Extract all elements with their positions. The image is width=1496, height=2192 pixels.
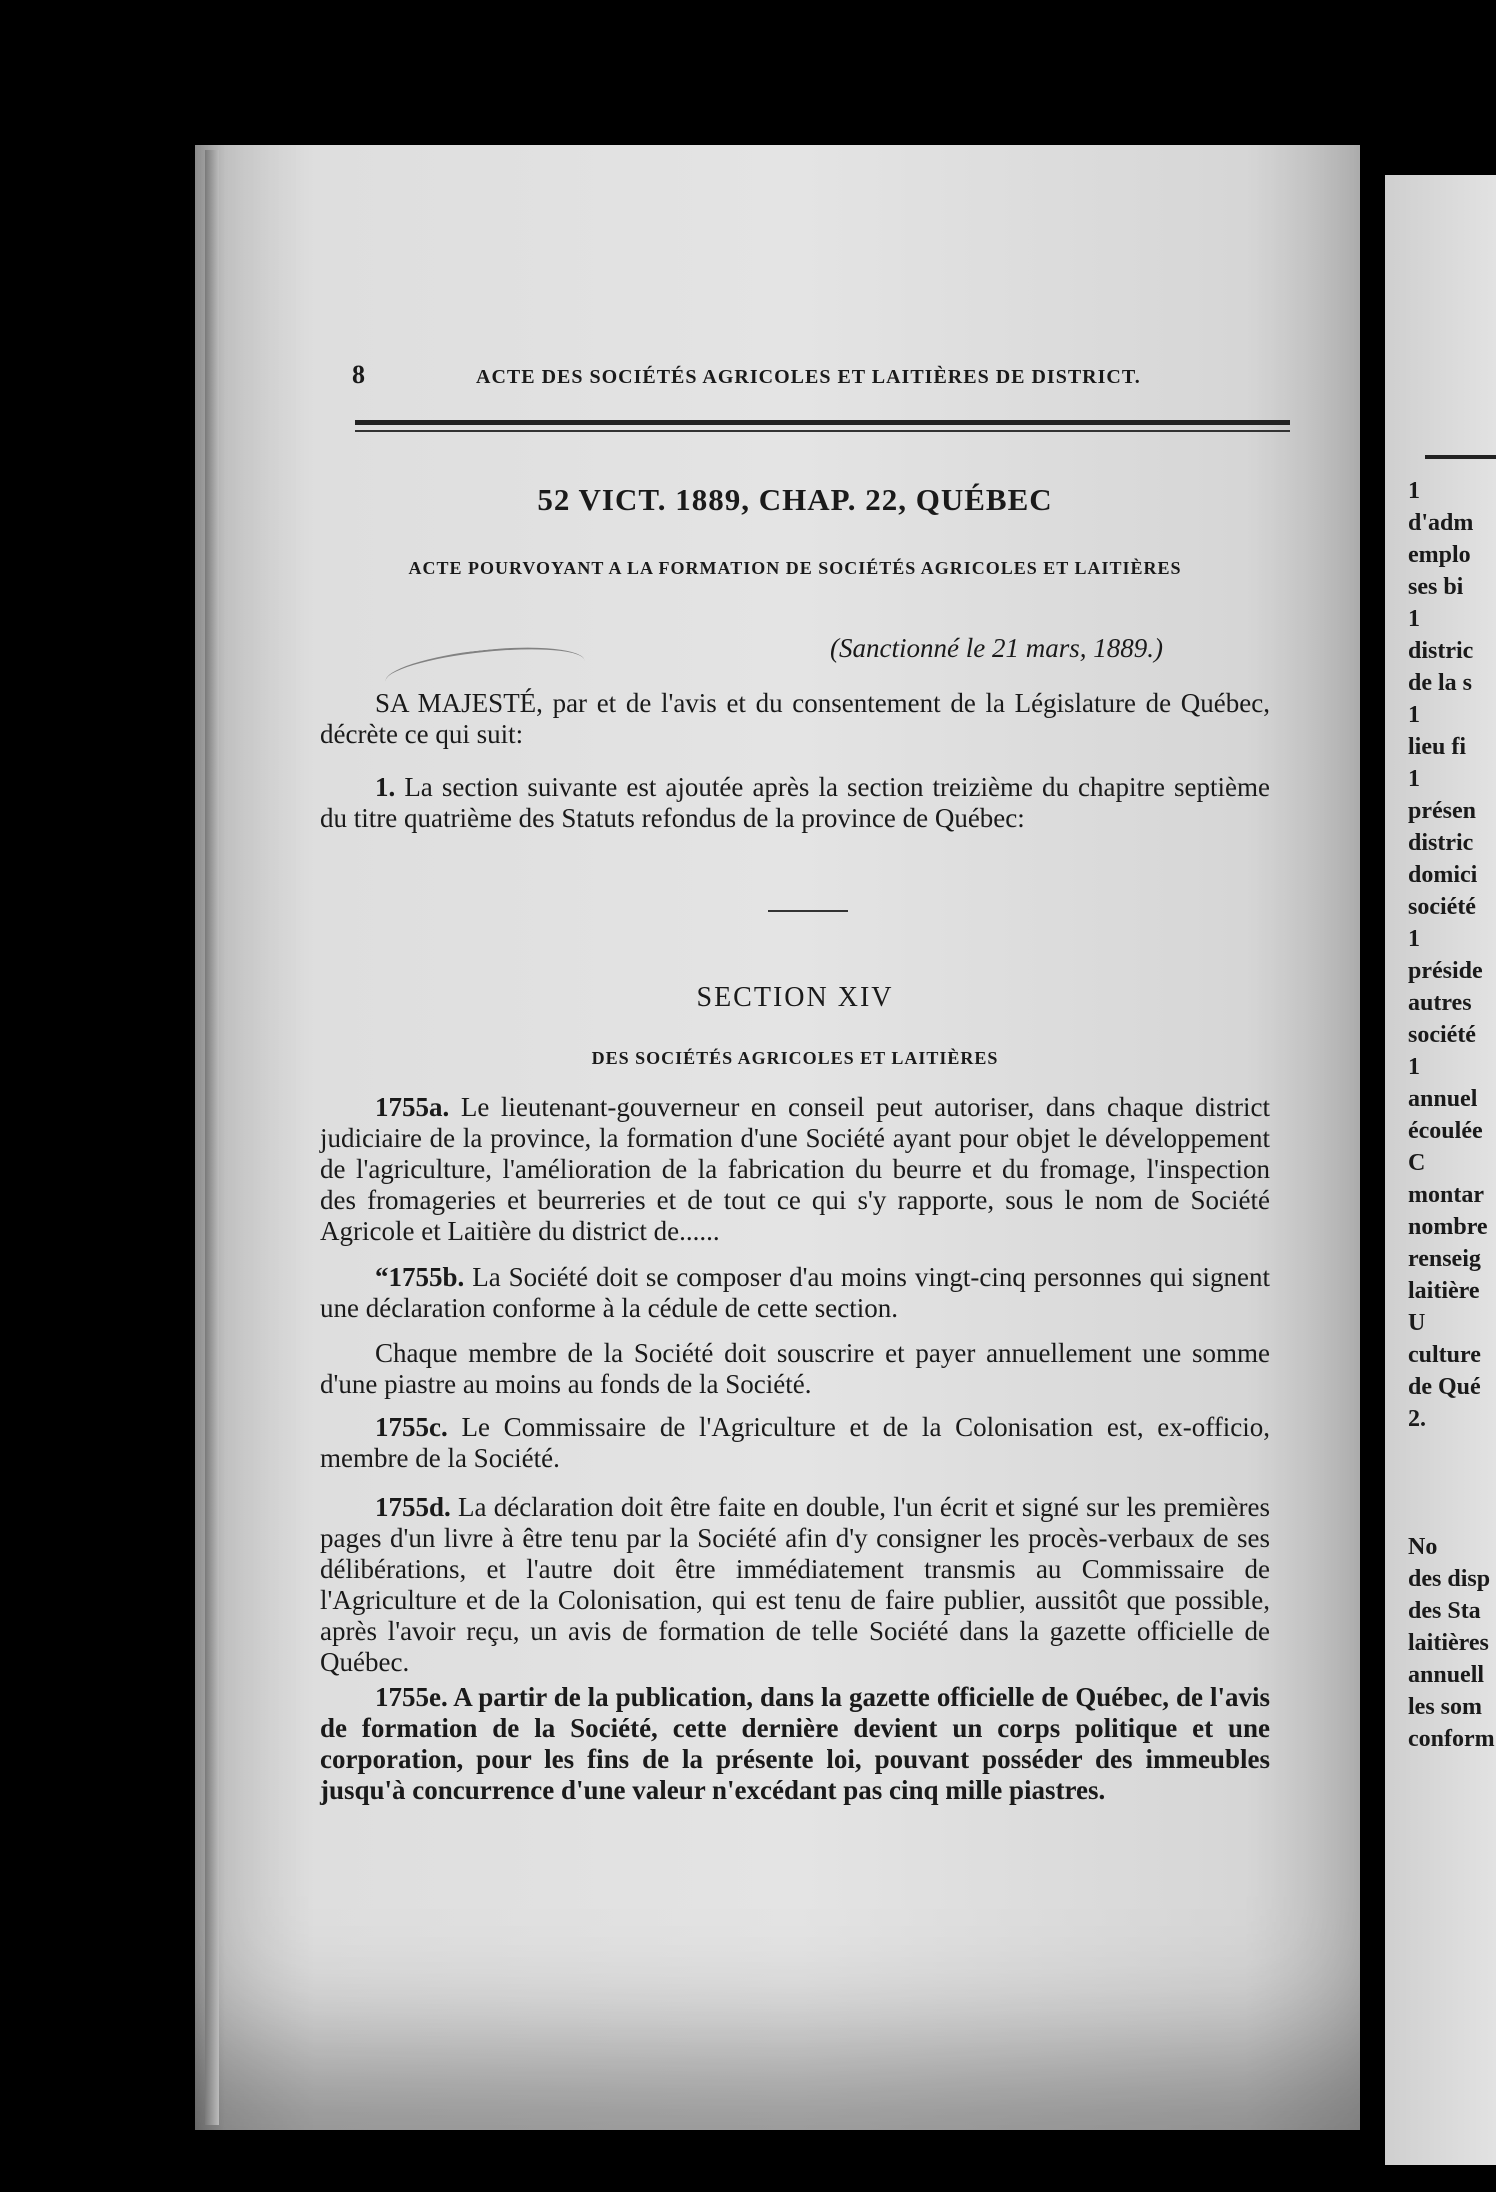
- header-rule-thin: [355, 430, 1290, 432]
- adjacent-page-line: autres: [1408, 990, 1472, 1016]
- adjacent-page-line: U: [1408, 1310, 1426, 1336]
- adjacent-page-line: emplo: [1408, 542, 1471, 568]
- adjacent-page-line: les som: [1408, 1694, 1482, 1720]
- adjacent-page-line: distric: [1408, 638, 1474, 664]
- running-head: [352, 360, 1292, 400]
- adjacent-page-line: 2.: [1408, 1406, 1426, 1432]
- adjacent-page-line: No: [1408, 1534, 1438, 1560]
- section-title: SECTION XIV: [696, 982, 894, 1013]
- article-text: A partir de la publication, dans la gazette officielle de Québec, de l'avis de formation de la Société, cette dernière devient un corps politique et une corporation, pour les fins de la présente loi, pouvant posséder des immeubles jusqu'à concurrence d'une valeur n'excédant pas cinq mille piastres.: [320, 1682, 1270, 1805]
- adjacent-page-line: [1408, 1499, 1496, 1531]
- adjacent-page-line: [1408, 1435, 1496, 1467]
- article-number: 1755d.: [375, 1492, 451, 1522]
- adjacent-page-text: [1408, 475, 1496, 1755]
- section-divider: [768, 910, 848, 912]
- header-rule-thick: [355, 420, 1290, 425]
- sanction-date: (Sanctionné le 21 mars, 1889.): [830, 633, 1163, 663]
- article-text: La Société doit se composer d'au moins vingt-cinq personnes qui signent une déclaration conforme à la cédule de cette section.: [320, 1262, 1271, 1323]
- article-1755b-paragraph-2: [320, 1338, 1270, 1400]
- running-title: ACTE DES SOCIÉTÉS AGRICOLES ET LAITIÈRES DE DISTRICT.: [476, 366, 1141, 388]
- article-number: 1755c.: [375, 1412, 448, 1442]
- adjacent-page-line: [1408, 1467, 1496, 1499]
- article-1755e: [320, 1682, 1270, 1806]
- adjacent-page-line: ses bi: [1408, 574, 1464, 600]
- section-subtitle: DES SOCIÉTÉS AGRICOLES ET LAITIÈRES: [591, 1048, 999, 1068]
- adjacent-page-line: 1: [1408, 766, 1420, 792]
- adjacent-page-line: 1: [1408, 478, 1420, 504]
- adjacent-page-line: domici: [1408, 862, 1478, 888]
- adjacent-page-line: nombre: [1408, 1214, 1488, 1240]
- adjacent-page-line: de la s: [1408, 670, 1473, 696]
- act-heading: 52 VICT. 1889, CHAP. 22, QUÉBEC: [537, 482, 1053, 517]
- adjacent-page-line: laitières: [1408, 1630, 1489, 1656]
- adjacent-page-line: des disp: [1408, 1566, 1491, 1592]
- adjacent-page-line: de Qué: [1408, 1374, 1481, 1400]
- adjacent-page-line: renseig: [1408, 1246, 1481, 1272]
- preamble: SA MAJESTÉ, par et de l'avis et du consentement de la Législature de Québec, décrète ce qui suit:: [320, 688, 1270, 749]
- adjacent-page-line: 1: [1408, 606, 1420, 632]
- article-text: Le lieutenant-gouverneur en conseil peut autoriser, dans chaque district judiciaire de la province, la formation d'une Société ayant pour objet le développement de l'agriculture, l'amélioration de la fabrication du beurre et du fromage, l'inspection des fromageries et beurreries et de tout ce qui s'y rapporte, sous le nom de Société Agricole et Laitière du district de......: [320, 1092, 1271, 1246]
- adjacent-page-line: conform: [1408, 1726, 1495, 1752]
- adjacent-page-line: des Sta: [1408, 1598, 1481, 1624]
- article-text: Chaque membre de la Société doit souscrire et payer annuellement une somme d'une piastre au moins au fonds de la Société.: [320, 1338, 1270, 1399]
- act-subheading: ACTE POURVOYANT A LA FORMATION DE SOCIÉTÉS AGRICOLES ET LAITIÈRES: [408, 558, 1182, 578]
- clause-1: [320, 772, 1270, 834]
- article-1755a: [320, 1092, 1270, 1247]
- page-gutter-edge: [205, 150, 219, 2125]
- adjacent-page-line: écoulée: [1408, 1118, 1483, 1144]
- adjacent-page-line: 1: [1408, 702, 1420, 728]
- article-number: 1755e.: [375, 1682, 448, 1712]
- article-text: Le Commissaire de l'Agriculture et de la Colonisation est, ex-officio, membre de la Société.: [320, 1412, 1271, 1473]
- article-number: 1755a.: [375, 1092, 450, 1122]
- adjacent-page-line: distric: [1408, 830, 1474, 856]
- adjacent-page-line: annuell: [1408, 1662, 1485, 1688]
- clause-1-number: 1.: [375, 772, 396, 802]
- adjacent-page-line: C: [1408, 1150, 1426, 1176]
- adjacent-page-line: d'adm: [1408, 510, 1474, 536]
- adjacent-page-line: annuel: [1408, 1086, 1478, 1112]
- adjacent-page-line: culture: [1408, 1342, 1481, 1368]
- adjacent-page-line: lieu fi: [1408, 734, 1466, 760]
- page-number: 8: [352, 360, 365, 389]
- article-1755c: [320, 1412, 1270, 1474]
- adjacent-page-rule: [1425, 455, 1496, 459]
- article-1755d: [320, 1492, 1270, 1678]
- adjacent-page-line: préside: [1408, 958, 1483, 984]
- adjacent-page-line: société: [1408, 1022, 1476, 1048]
- adjacent-page-line: 1: [1408, 926, 1420, 952]
- article-1755b: [320, 1262, 1270, 1324]
- adjacent-page-line: montar: [1408, 1182, 1484, 1208]
- adjacent-page-line: présen: [1408, 798, 1476, 824]
- adjacent-page-line: 1: [1408, 1054, 1420, 1080]
- article-number: “1755b.: [375, 1262, 465, 1292]
- adjacent-page-line: laitière: [1408, 1278, 1480, 1304]
- clause-1-text: La section suivante est ajoutée après la section treizième du chapitre septième du titre quatrième des Statuts refondus de la province de Québec:: [320, 772, 1271, 833]
- article-text: La déclaration doit être faite en double, l'un écrit et signé sur les premières pages d'un livre à être tenu par la Société afin d'y consigner les procès-verbaux de ses délibérations, et l'autre doit être immédiatement transmis au Commissaire de l'Agriculture et de la Colonisation, qui est tenu de faire publier, aussitôt que possible, après l'avoir reçu, un avis de formation de telle Société dans la gazette officielle de Québec.: [320, 1492, 1271, 1677]
- adjacent-page-line: société: [1408, 894, 1476, 920]
